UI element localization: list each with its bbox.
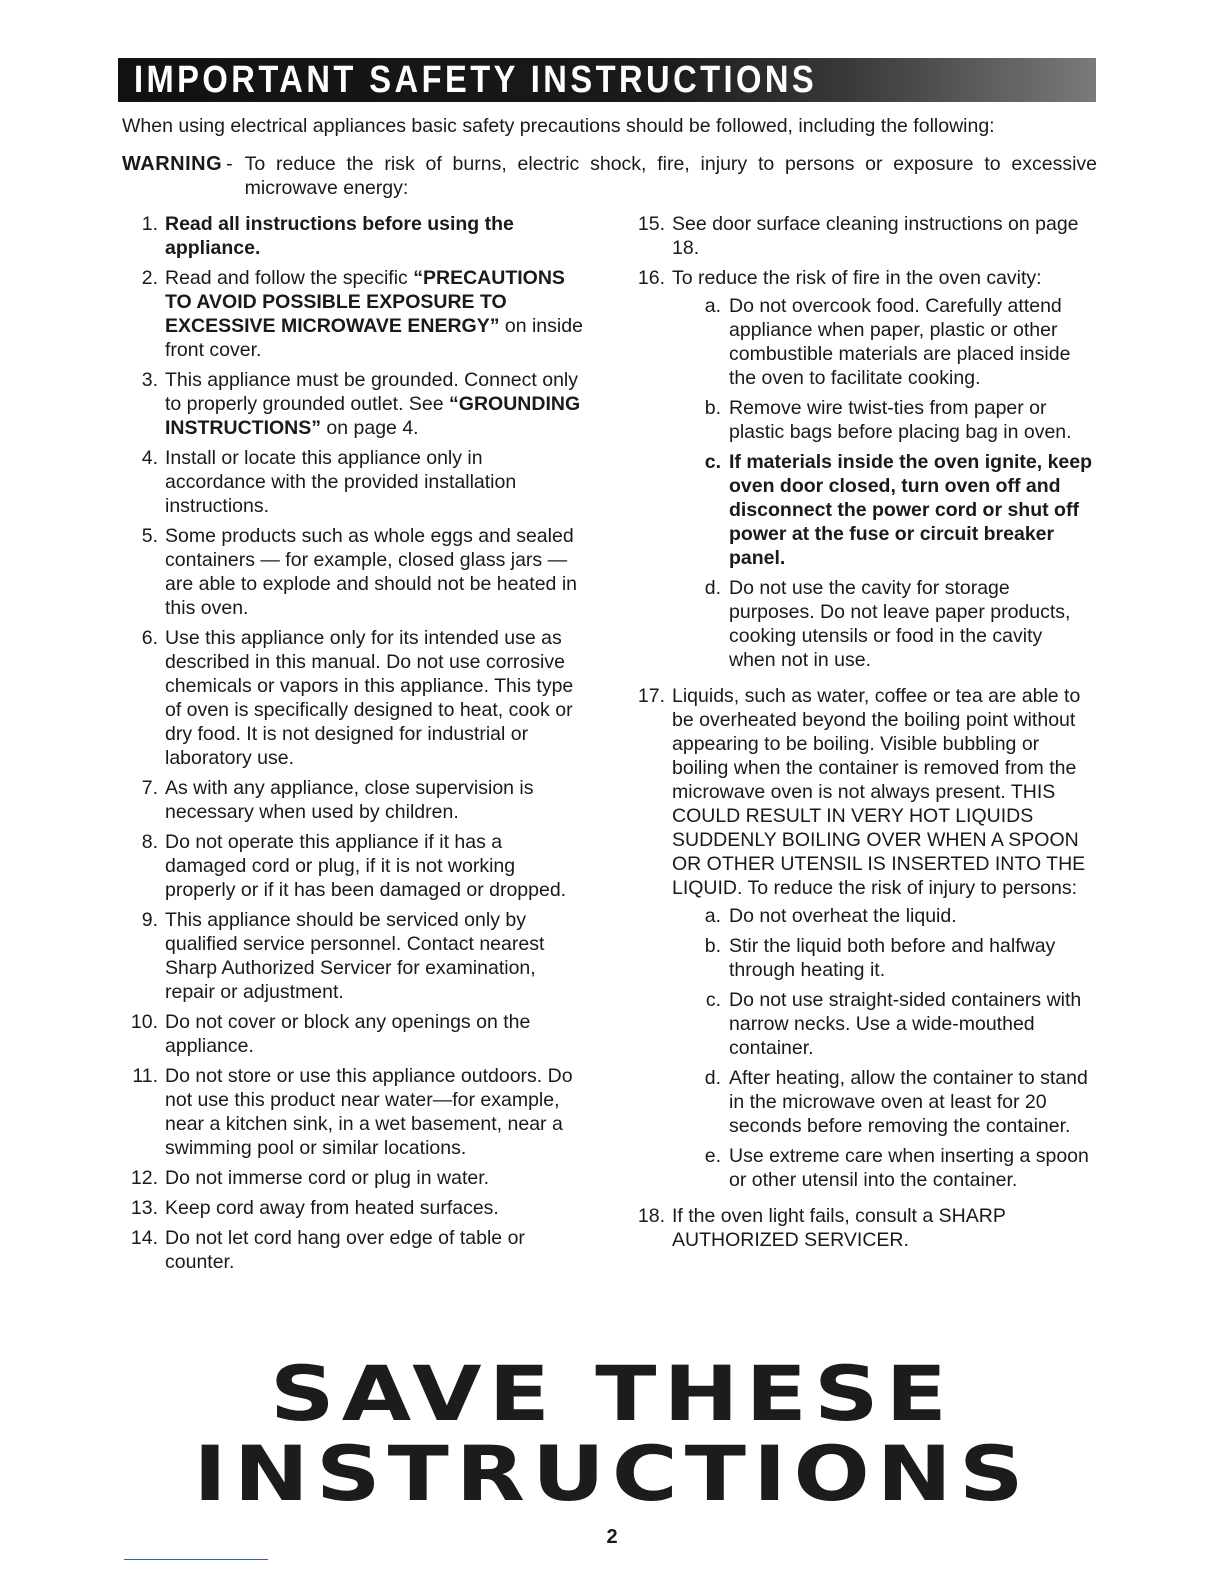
warning-text: To reduce the risk of burns, electric shock, fire, injury to persons or exposure to excessive microwave energy: bbox=[244, 153, 1097, 199]
item-text: Read all instructions before using the appliance. bbox=[165, 213, 514, 259]
sub-item-text: Remove wire twist-ties from paper or plastic bags before placing bag in oven. bbox=[729, 397, 1072, 443]
item-text: Do not store or use this appliance outdoors. Do not use this product near water—for example, near a kitchen sink, in a wet basement, near a swimming pool or similar locations. bbox=[165, 1065, 573, 1159]
list-item bbox=[122, 524, 584, 620]
list-item bbox=[122, 1166, 584, 1190]
sub-item-letter: d. bbox=[704, 577, 721, 599]
list-item bbox=[122, 776, 584, 824]
item-number: 6. bbox=[141, 627, 158, 649]
item-number: 11. bbox=[132, 1065, 158, 1087]
item-number: 12. bbox=[130, 1167, 158, 1189]
item-text: Do not let cord hang over edge of table or counter. bbox=[165, 1227, 525, 1273]
item-text: Install or locate this appliance only in accordance with the provided installation instructions. bbox=[165, 447, 517, 517]
instructions-left-column bbox=[122, 212, 584, 1280]
list-item bbox=[122, 1196, 584, 1220]
item-emphasis: “GROUNDING INSTRUCTIONS” bbox=[165, 393, 581, 439]
warning-label: WARNING bbox=[122, 153, 223, 175]
sub-item-letter: b. bbox=[704, 935, 721, 957]
sub-item bbox=[672, 294, 1094, 390]
sub-item-letter: d. bbox=[704, 1067, 721, 1089]
item-number: 7. bbox=[141, 777, 158, 799]
item-text-part: This appliance must be grounded. Connect only to properly grounded outlet. See bbox=[165, 369, 579, 415]
item-number: 4. bbox=[141, 447, 158, 469]
list-item bbox=[122, 212, 584, 260]
intro-text: When using electrical appliances basic safety precautions should be followed, including the following: bbox=[122, 115, 995, 137]
item-text: Use this appliance only for its intended use as described in this manual. Do not use corrosive chemicals or vapors in this appliance. This type of oven is specifically designed to heat, cook or dry food. It is not designed for industrial or laboratory use. bbox=[165, 627, 574, 769]
item-text: Some products such as whole eggs and sealed containers — for example, closed glass jars — are able to explode and should not be heated in this oven. bbox=[165, 525, 577, 619]
item-number: 10. bbox=[130, 1011, 158, 1033]
item-body bbox=[672, 684, 1094, 1198]
item-number: 15. bbox=[637, 213, 665, 235]
item-emphasis: “PRECAUTIONS TO AVOID POSSIBLE EXPOSURE TO EXCESSIVE MICROWAVE ENERGY” bbox=[165, 267, 565, 337]
sub-item bbox=[672, 988, 1094, 1060]
sub-item-letter: e. bbox=[704, 1145, 721, 1167]
item-body bbox=[672, 266, 1094, 678]
sub-item-text: After heating, allow the container to stand in the microwave oven at least for 20 seconds before removing the container. bbox=[729, 1067, 1088, 1137]
warning-block bbox=[122, 152, 1097, 200]
sub-item bbox=[672, 1144, 1094, 1192]
sub-item bbox=[672, 450, 1094, 570]
item-text: See door surface cleaning instructions on page 18. bbox=[672, 213, 1079, 259]
list-item bbox=[122, 1064, 584, 1160]
page-number: 2 bbox=[606, 1526, 618, 1548]
sub-item bbox=[672, 1066, 1094, 1138]
save-heading-line-1: SAVE THESE bbox=[270, 1349, 954, 1438]
item-number: 8. bbox=[141, 831, 158, 853]
sub-item-letter: c. bbox=[704, 451, 721, 473]
sub-item bbox=[672, 396, 1094, 444]
item-number: 13. bbox=[130, 1197, 158, 1219]
list-item bbox=[122, 1010, 584, 1058]
item-number: 14. bbox=[130, 1227, 158, 1249]
item-text: If the oven light fails, consult a SHARP AUTHORIZED SERVICER. bbox=[672, 1205, 1006, 1251]
item-number: 18. bbox=[637, 1205, 665, 1227]
item-number: 5. bbox=[141, 525, 158, 547]
list-item bbox=[629, 212, 1094, 260]
item-number: 2. bbox=[141, 267, 158, 289]
item-text: This appliance should be serviced only by qualified service personnel. Contact nearest Sharp Authorized Servicer for examination, repair or adjustment. bbox=[165, 909, 545, 1003]
item-text bbox=[165, 266, 584, 362]
sub-item-letter: a. bbox=[704, 295, 721, 317]
list-item bbox=[629, 266, 1094, 678]
sub-item-text: Do not overheat the liquid. bbox=[729, 905, 957, 927]
item-number: 16. bbox=[637, 267, 665, 289]
item-text-part: on page 4. bbox=[321, 417, 419, 439]
sub-item-text: Stir the liquid both before and halfway through heating it. bbox=[729, 935, 1056, 981]
sub-item-text: Do not overcook food. Carefully attend appliance when paper, plastic or other combustible materials are placed inside the oven to facilitate cooking. bbox=[729, 295, 1071, 389]
list-item bbox=[122, 368, 584, 440]
sub-item bbox=[672, 576, 1094, 672]
title-banner bbox=[118, 58, 1096, 102]
footer-rule bbox=[124, 1559, 268, 1560]
save-heading-line-2: INSTRUCTIONS bbox=[193, 1429, 1031, 1518]
item-text-part: Read and follow the specific bbox=[165, 267, 414, 289]
sub-item bbox=[672, 934, 1094, 982]
sub-item-letter: b. bbox=[704, 397, 721, 419]
item-text: Do not operate this appliance if it has a damaged cord or plug, if it is not working properly or if it has been damaged or dropped. bbox=[165, 831, 567, 901]
page-title: IMPORTANT SAFETY INSTRUCTIONS bbox=[134, 59, 818, 101]
item-number: 3. bbox=[141, 369, 158, 391]
list-item bbox=[122, 626, 584, 770]
sub-item-text: Do not use the cavity for storage purposes. Do not leave paper products, cooking utensils or food in the cavity when not in use. bbox=[729, 577, 1071, 671]
list-item bbox=[122, 446, 584, 518]
item-number: 1. bbox=[141, 213, 158, 235]
item-text: As with any appliance, close supervision is necessary when used by children. bbox=[165, 777, 534, 823]
list-item bbox=[629, 1204, 1094, 1252]
item-number: 17. bbox=[637, 685, 665, 707]
item-text bbox=[165, 368, 584, 440]
sub-item bbox=[672, 904, 1094, 928]
list-item bbox=[122, 908, 584, 1004]
list-item bbox=[122, 830, 584, 902]
instructions-right-column bbox=[629, 212, 1094, 1258]
sub-item-text: Use extreme care when inserting a spoon or other utensil into the container. bbox=[729, 1145, 1089, 1191]
list-item bbox=[629, 684, 1094, 1198]
sub-item-text: Do not use straight-sided containers with narrow necks. Use a wide-mouthed container. bbox=[729, 989, 1082, 1059]
item-text: Do not cover or block any openings on the appliance. bbox=[165, 1011, 531, 1057]
item-text: Liquids, such as water, coffee or tea are able to be overheated beyond the boiling point without appearing to be boiling. Visible bubbling or boiling when the container is removed from the microwave oven is not always present. THIS COULD RESULT IN VERY HOT LIQUIDS SUDDENLY BOILING OVER WHEN A SPOON OR OTHER UTENSIL IS INSERTED INTO THE LIQUID. To reduce the risk of injury to persons: bbox=[672, 685, 1086, 899]
sub-item-letter: c. bbox=[705, 989, 721, 1011]
item-text-part: on inside front cover. bbox=[165, 315, 583, 361]
item-text: Keep cord away from heated surfaces. bbox=[165, 1197, 499, 1219]
sub-item-letter: a. bbox=[704, 905, 721, 927]
sub-item-text: If materials inside the oven ignite, keep oven door closed, turn oven off and disconnect the power cord or shut off power at the fuse or circuit breaker panel. bbox=[729, 451, 1093, 569]
list-item bbox=[122, 266, 584, 362]
list-item bbox=[122, 1226, 584, 1274]
warning-dash: - bbox=[226, 153, 233, 175]
item-text: To reduce the risk of fire in the oven cavity: bbox=[672, 267, 1042, 289]
item-text: Do not immerse cord or plug in water. bbox=[165, 1167, 490, 1189]
item-number: 9. bbox=[141, 909, 158, 931]
